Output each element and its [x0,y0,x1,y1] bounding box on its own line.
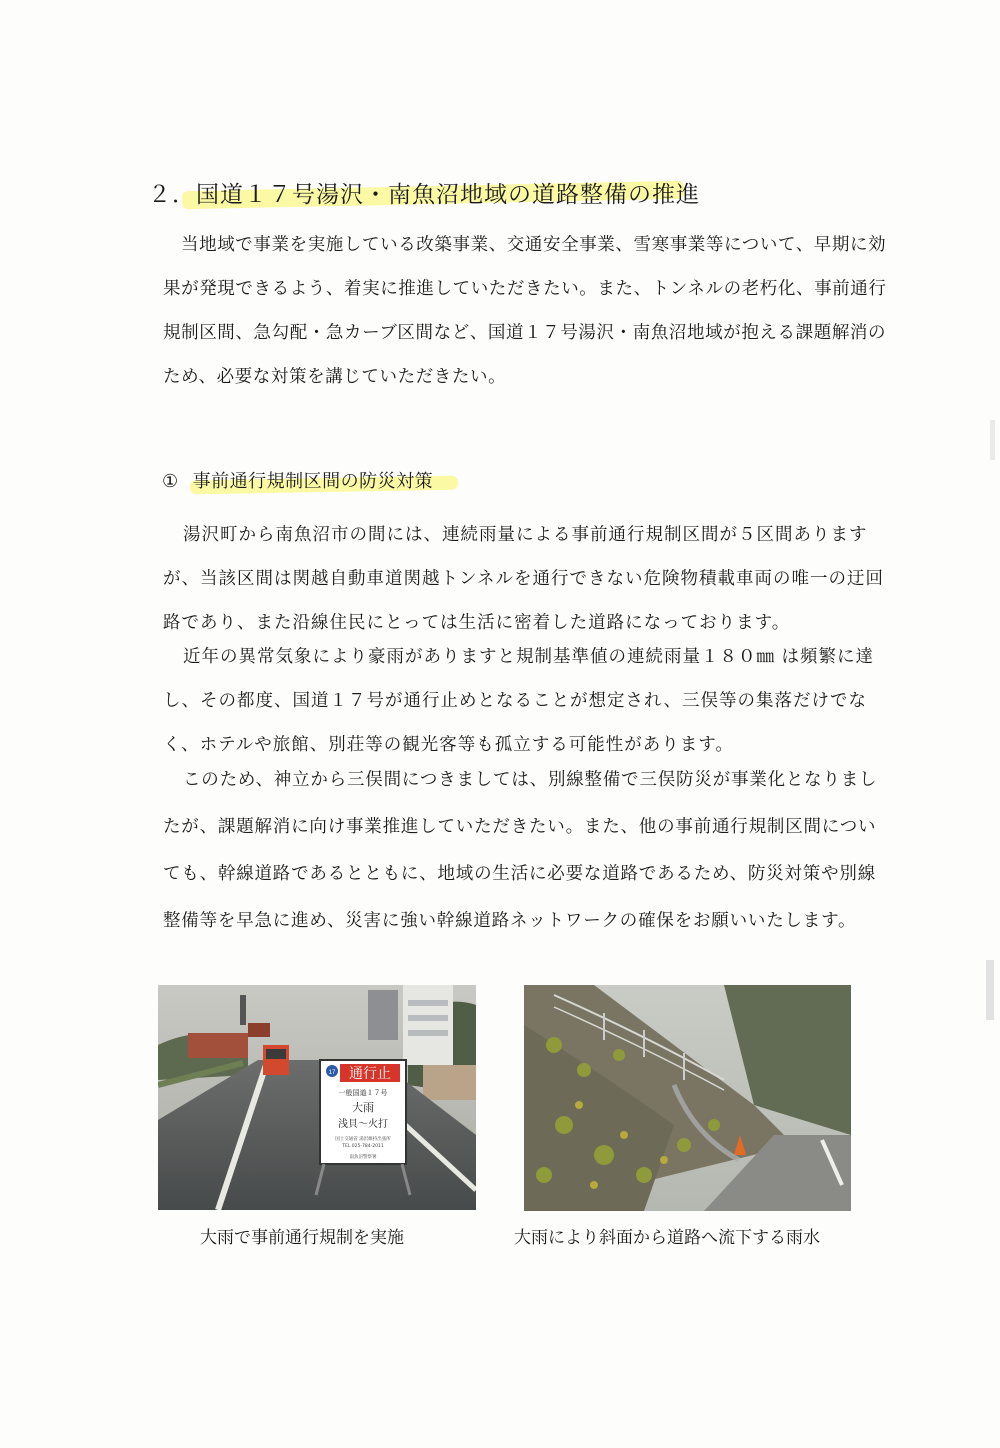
paragraph-3: このため、神立から三俣間につきましては、別線整備で三俣防災が事業化となりましたが、課題解消に向け事業推進していただきたい。また、他の事前通行規制区間についても、幹線道路であるとともに、地域の生活に必要な道路であるため、防災対策や別線整備等を早急に進め、災害に強い幹線道路ネットワークの確保をお願いいたします。 [163,770,878,931]
sign-line-3: 浅貝～火打 [338,1119,388,1130]
slope-runoff-image [524,985,851,1211]
sign-title: 通行止 [349,1066,391,1082]
section-heading: ２．国道１７号湯沢・南魚沼地域の道路整備の推進 [148,182,700,208]
photo-road-closure [158,985,476,1210]
sign-line-5: TEL 025-784-2011 [342,1144,384,1149]
sign-line-1: 一般国道１７号 [338,1089,388,1097]
section-intro: 当地域で事業を実施している改築事業、交通安全事業、雪寒事業等について、早期に効果が発現できるよう、着実に推進していただきたい。また、トンネルの老朽化、事前通行規制区間、急勾配・急カーブ区間など、国道１７号湯沢・南魚沼地域が抱える課題解消のため、必要な対策を講じていただきたい。 [163,235,887,387]
paragraph-2: 近年の異常気象により豪雨がありますと規制基準値の連続雨量１８０㎜ は頻繁に達し、その都度、国道１７号が通行止めとなることが想定され、三俣等の集落だけでなく、ホテルや旅館、別荘等の観光客等も孤立する可能性があります。 [163,647,875,755]
caption-slope-runoff: 大雨により斜面から道路へ流下する雨水 [514,1228,820,1248]
subsection-heading [162,467,433,493]
subsection-title: 事前通行規制区間の防災対策 [192,471,434,492]
caption-road-closure: 大雨で事前通行規制を実施 [200,1228,404,1248]
route-badge: 17 [328,1070,336,1076]
subsection-number: ① [162,471,179,492]
scan-edge-mark [990,420,995,460]
scan-edge-mark [986,960,994,1020]
sign-line-4: 国土交通省 湯沢維持出張所 [335,1137,391,1142]
paragraph-1: 湯沢町から南魚沼市の間には、連続雨量による事前通行規制区間が５区間ありますが、当該区間は関越自動車道関越トンネルを通行できない危険物積載車両の唯一の迂回路であり、また沿線住民にとっては生活に密着した道路になっております。 [163,525,884,633]
sign-line-2: 大雨 [352,1101,374,1114]
photo-slope-runoff [524,985,851,1211]
sign-line-6: 南魚沼警察署 [349,1155,377,1160]
road-closure-image [158,985,476,1210]
